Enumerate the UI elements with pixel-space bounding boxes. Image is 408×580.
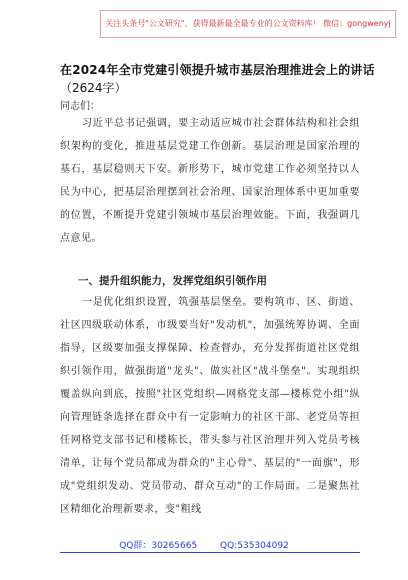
section-heading: 一、提升组织能力，发挥党组织引领作用 [78, 275, 267, 287]
salutation: 同志们： [60, 101, 100, 112]
footer-qq: QQ:535304092 [220, 541, 289, 551]
footer [0, 538, 408, 551]
footer-qq-group: QQ群：30265665 [119, 541, 198, 551]
intro-paragraph: 习近平总书记强调，要主动适应城市社会群体结构和社会组织架构的变化，推进基层党建工作创新。基层治理是国家治理的基石，基层稳则天下安。新形势下，城市党建工作必须坚持以人民为中心，把基层治理摆到社会治理、国家治理体系中更加重要的位置，不断提升党建引领城市基层治理效能。下面，我强调几点意见。 [60, 118, 360, 244]
word-count: （2624字） [60, 81, 127, 95]
body-paragraph: 一是优化组织设置，筑强基层堡垒。要构筑市、区、街道、社区四级联动体系，市级要当好"发动机"，加强统筹协调、全面指导，区级要加强支撑保障、检查督办，充分发挥街道社区党组织引领作用，做强街道"龙头"、做实社区"战斗堡垒"。实现组织覆盖纵向到底，按照"社区党组织—网格党支部—楼栋党小组"纵向管理链条选择在群众中有一定影响力的社区干部、老党员等担任网格党支部书记和楼栋长，带头参与社区治理并列入党员考核清单，让每个党员都成为群众的"主心骨"、基层的"一面旗"，形成"党组织发动、党员带动、群众互动"的工作局面。二是聚焦社区精细化治理新要求，变"粗线 [60, 297, 360, 515]
footer-rule [60, 552, 360, 553]
top-banner: 关注头条号"公文研究"，获得最新最全最专业的公文资料库！ 微信：gongwenyj [100, 10, 396, 38]
document-title: 在2024年全市党建引领提升城市基层治理推进会上的讲话 [60, 63, 375, 77]
